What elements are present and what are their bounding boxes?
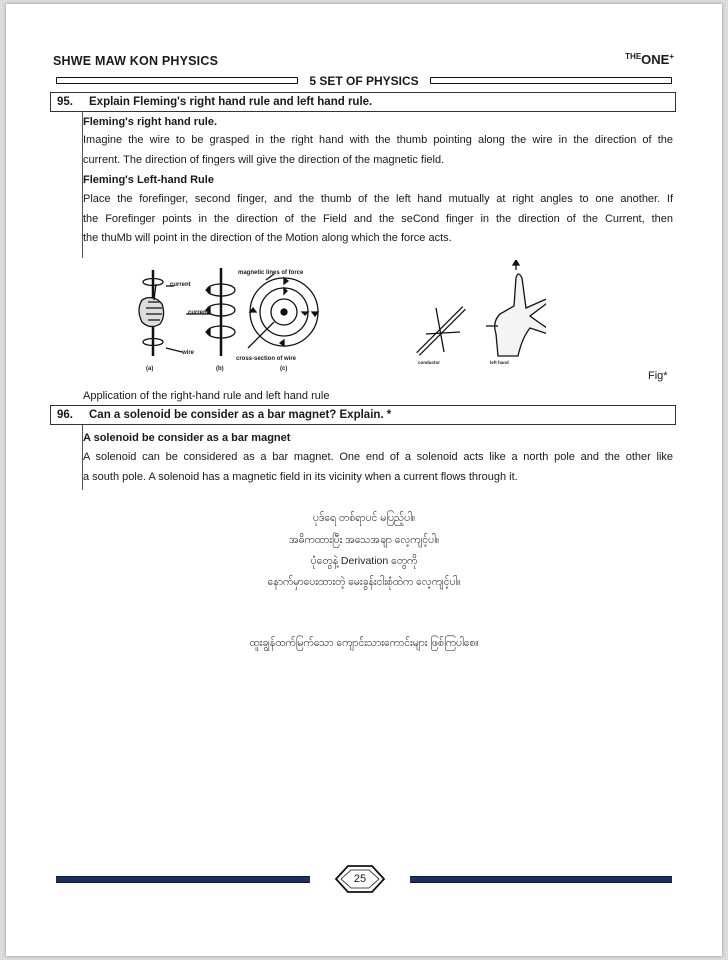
question-text: Explain Fleming's right hand rule and left hand rule. [89, 96, 373, 108]
footer-bar-left [56, 876, 310, 883]
text-line: A solenoid can be considered as a bar magnet. One end of a solenoid acts like a north pole and the other like [83, 451, 673, 463]
logo-one: ONE [641, 52, 670, 67]
label-magnetic-lines: magnetic lines of force [238, 270, 304, 276]
set-title: 5 SET OF PHYSICS [309, 74, 419, 88]
label-conductor: conductor [418, 360, 440, 365]
footer-bar-right [410, 876, 672, 883]
page-number: 25 [353, 873, 367, 885]
note-line: နောက်မှာပေးထားတဲ့ မေးခွန်းငါးစုံထဲက လေ့ကျင့်ပါ။ [267, 576, 461, 588]
logo-the: THE [625, 52, 642, 61]
page-number-badge [334, 864, 386, 894]
header-bar-right [430, 77, 672, 84]
question-number: 95. [57, 96, 73, 108]
label-current-b: current [188, 310, 209, 316]
note-line: ပုံတွေနဲ့ Derivation တွေကို [310, 555, 418, 567]
text-line: Imagine the wire to be grasped in the right hand with the thumb pointing along the wire in the direction of the [83, 134, 673, 146]
label-a: (a) [146, 366, 154, 372]
question-number: 96. [57, 409, 73, 421]
logo-plus: + [669, 52, 674, 61]
solenoid-text [83, 448, 673, 487]
label-left-hand: left hand [490, 360, 509, 365]
question-96-box [50, 405, 676, 425]
solenoid-heading: A solenoid be consider as a bar magnet [83, 432, 291, 444]
text-line: the Forefinger points in the direction of the Field and the seCond finger in the direction of the Current, then [83, 212, 673, 225]
note-line: အဓိကထားပြီး အသေအချာ လေ့ကျင့်ပါ။ [288, 534, 440, 546]
text-line: current. The direction of fingers will give the direction of the magnetic field. [83, 153, 445, 166]
header-school-name: SHWE MAW KON PHYSICS [53, 54, 219, 68]
label-c: (c) [280, 366, 288, 372]
right-hand-rule-text [83, 131, 673, 170]
rules-figure [126, 260, 546, 380]
text-line: Place the forefinger, second finger, and the thumb of the left hand mutually at right angles to one another. If [83, 193, 673, 205]
header-bar-left [56, 77, 298, 84]
figure-caption: Application of the right-hand rule and left hand rule [83, 390, 330, 402]
note-line: ပုဒ်ရေ တစ်ရာပင် မပြည့်ပါ။ [312, 512, 416, 524]
question-text: Can a solenoid be consider as a bar magnet? Explain. * [89, 409, 392, 421]
label-b: (b) [216, 366, 224, 372]
figure-mark: Fig* [648, 370, 668, 382]
text-line: the thuMb will point in the direction of the Motion along which the force acts. [83, 232, 452, 244]
left-hand-rule-text [83, 190, 673, 249]
header-logo-text [625, 52, 674, 67]
rules-diagram [126, 260, 546, 380]
label-current-a: current [170, 282, 191, 288]
question-95-box [50, 92, 676, 112]
label-wire: wire [182, 350, 195, 356]
label-cross-section: cross-section of wire [236, 356, 297, 362]
text-line: a south pole. A solenoid has a magnetic field in its vicinity when a current flows through it. [83, 470, 518, 483]
wish-line: ထူးချွန်ထက်မြက်သော ကျောင်းသားကောင်းများ ဖြစ်ကြပါစေ။ [249, 637, 479, 649]
document-page [6, 4, 722, 956]
right-hand-rule-heading: Fleming's right hand rule. [83, 116, 218, 128]
left-hand-rule-heading: Fleming's Left-hand Rule [83, 174, 214, 186]
